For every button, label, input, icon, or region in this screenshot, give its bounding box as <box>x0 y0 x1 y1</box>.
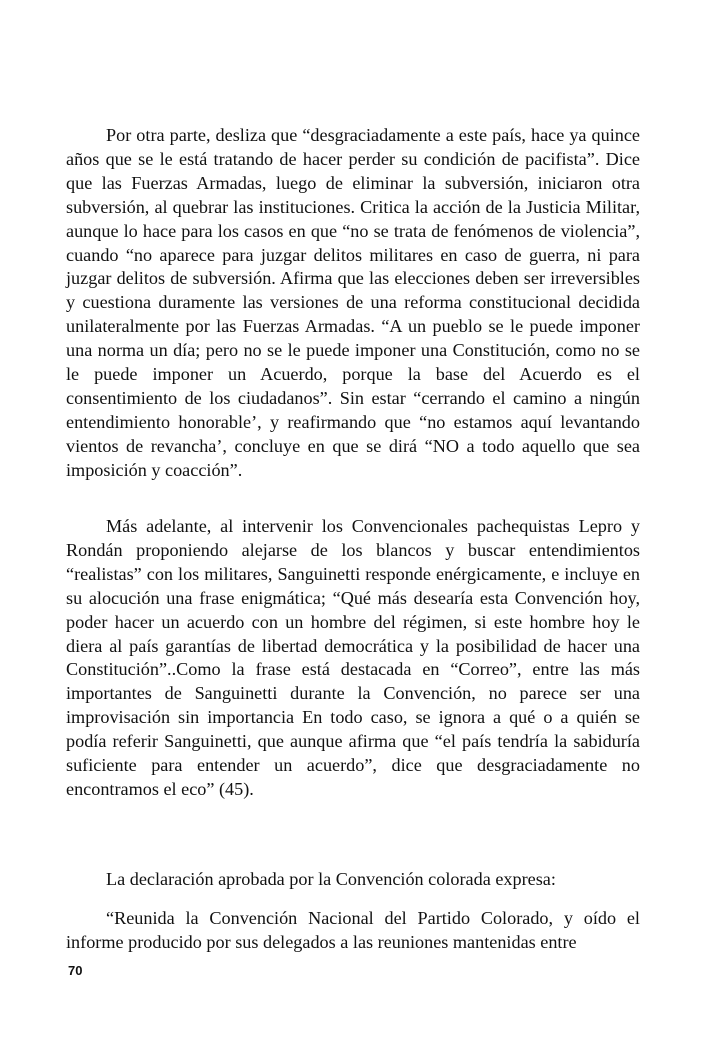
paragraph-sanguinetti-speech: Por otra parte, desliza que “desgraciadamente a este país, hace ya quince años que se le está tratando de hacer perder su condición de pacifista”. Dice que las Fuerzas Armadas, luego de eliminar la subversión, iniciaron otra subversión, al quebrar las instituciones. Critica la acción de la Justicia Militar, aunque lo hace para los casos en que “no se trata de fenómenos de violencia”, cuando “no aparece para juzgar delitos militares en caso de guerra, ni para juzgar delitos de subversión. Afirma que las elecciones deben ser irreversibles y cuestiona duramente las versiones de una reforma constitucional decidida unilateralmente por las Fuerzas Armadas. “A un pueblo se le puede imponer una norma un día; pero no se le puede imponer una Constitución, como no se le puede imponer un Acuerdo, porque la base del Acuerdo es el consentimiento de los ciudadanos”. Sin estar “cerrando el camino a ningún entendimiento honorable’, y reafirmando que “no estamos aquí levantando vientos de revancha’, concluye en que se dirá “NO a todo aquello que sea imposición y coacción”. <box>66 125 640 480</box>
page-number: 70 <box>68 963 83 978</box>
paragraph-declaration-intro: La declaración aprobada por la Convención colorada expresa: <box>106 869 556 889</box>
paragraph-convention-debate: Más adelante, al intervenir los Convencionales pachequistas Lepro y Rondán proponiendo alejarse de los blancos y buscar entendimientos “realistas” con los militares, Sanguinetti responde enérgicamente, e incluye en su alocución una frase enigmática; “Qué más desearía esta Convención hoy, poder hacer un acuerdo con un hombre del régimen, si este hombre hoy le diera al país garantías de libertad democrática y la posibilidad de hacer una Constitución”..Como la frase está destacada en “Correo”, entre las más importantes de Sanguinetti durante la Convención, no parece ser una improvisación sin importancia En todo caso, se ignora a qué o a quién se podía referir Sanguinetti, que aunque afirma que “el país tendría la sabiduría suficiente para entender un acuerdo”, dice que desgraciadamente no encontramos el eco” (45). <box>66 516 640 799</box>
paragraph-declaration-quote: “Reunida la Convención Nacional del Partido Colorado, y oído el informe producido por sus delegados a las reuniones mantenidas entre <box>66 908 640 952</box>
